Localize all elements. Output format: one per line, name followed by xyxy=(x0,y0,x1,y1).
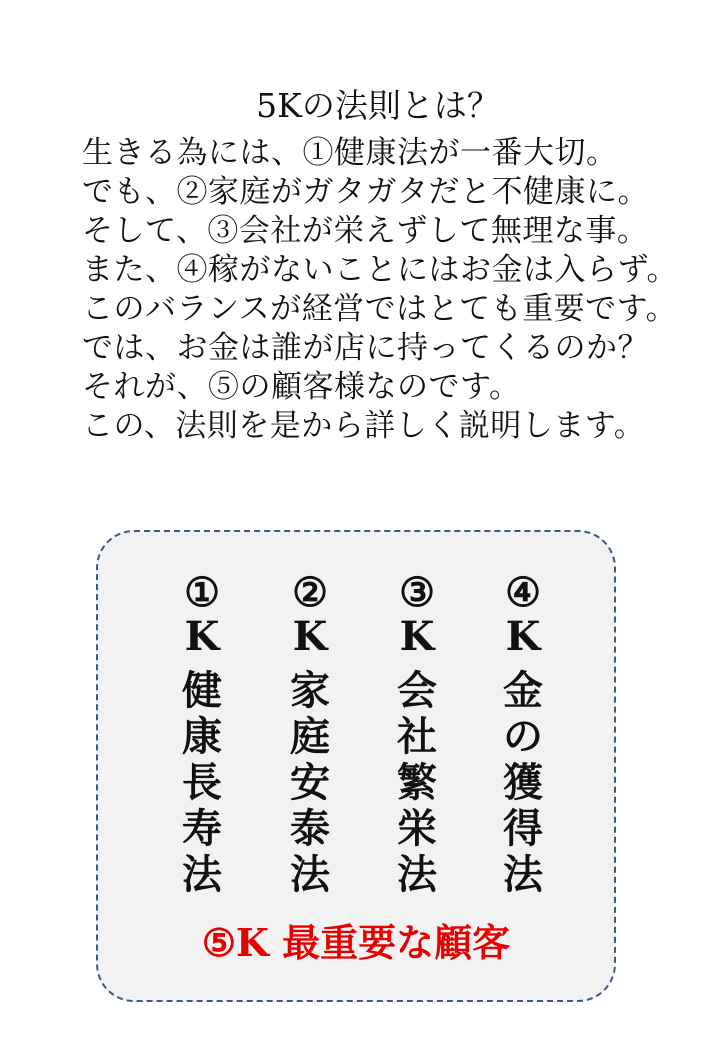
column-char: 会 xyxy=(397,667,437,714)
k-column-health xyxy=(170,570,234,898)
column-char: 獲 xyxy=(503,759,543,806)
text-line: でも、②家庭がガタガタだと不健康に。 xyxy=(82,174,649,210)
text-line: それが、⑤の顧客様なのです。 xyxy=(82,369,521,405)
explanation-text xyxy=(82,134,702,446)
column-number: ④ xyxy=(505,569,541,616)
column-char: 法 xyxy=(503,851,543,898)
k-column-money xyxy=(491,570,555,898)
column-k: K xyxy=(292,613,328,660)
column-char: 繁 xyxy=(397,759,437,806)
text-line: 生きる為には、①健康法が一番大切。 xyxy=(82,135,618,171)
column-number: ① xyxy=(184,569,220,616)
column-char: 健 xyxy=(182,667,222,714)
column-char: 庭 xyxy=(290,713,330,760)
column-k: K xyxy=(184,613,220,660)
column-char: 法 xyxy=(182,851,222,898)
customer-highlight: ⑤K 最重要な顧客 xyxy=(201,920,511,965)
text-line: この、法則を是から詳しく説明します。 xyxy=(82,408,646,444)
column-char: の xyxy=(503,713,543,760)
page-title: 5Kの法則とは？ xyxy=(256,86,500,125)
column-char: 栄 xyxy=(397,805,437,852)
text-line: このバランスが経営ではとても重要です。 xyxy=(82,291,678,327)
k-column-family xyxy=(278,570,342,898)
k-column-company xyxy=(385,570,449,898)
column-k: K xyxy=(505,613,541,660)
column-number: ② xyxy=(292,569,328,616)
column-number: ③ xyxy=(399,569,435,616)
column-char: 寿 xyxy=(182,805,222,852)
column-char: 長 xyxy=(182,759,222,806)
column-char: 社 xyxy=(397,713,437,760)
column-char: 法 xyxy=(397,851,437,898)
text-line: そして、③会社が栄えずして無理な事。 xyxy=(82,213,649,249)
five-k-box xyxy=(96,530,616,1002)
column-char: 得 xyxy=(503,805,543,852)
column-char: 金 xyxy=(503,667,543,714)
column-char: 泰 xyxy=(290,805,330,852)
column-char: 家 xyxy=(290,667,330,714)
column-char: 安 xyxy=(290,759,330,806)
column-char: 法 xyxy=(290,851,330,898)
column-char: 康 xyxy=(182,713,222,760)
column-k: K xyxy=(399,613,435,660)
text-line: また、④稼がないことにはお金は入らず。 xyxy=(82,252,679,288)
text-line: では、お金は誰が店に持ってくるのか？ xyxy=(82,330,649,366)
